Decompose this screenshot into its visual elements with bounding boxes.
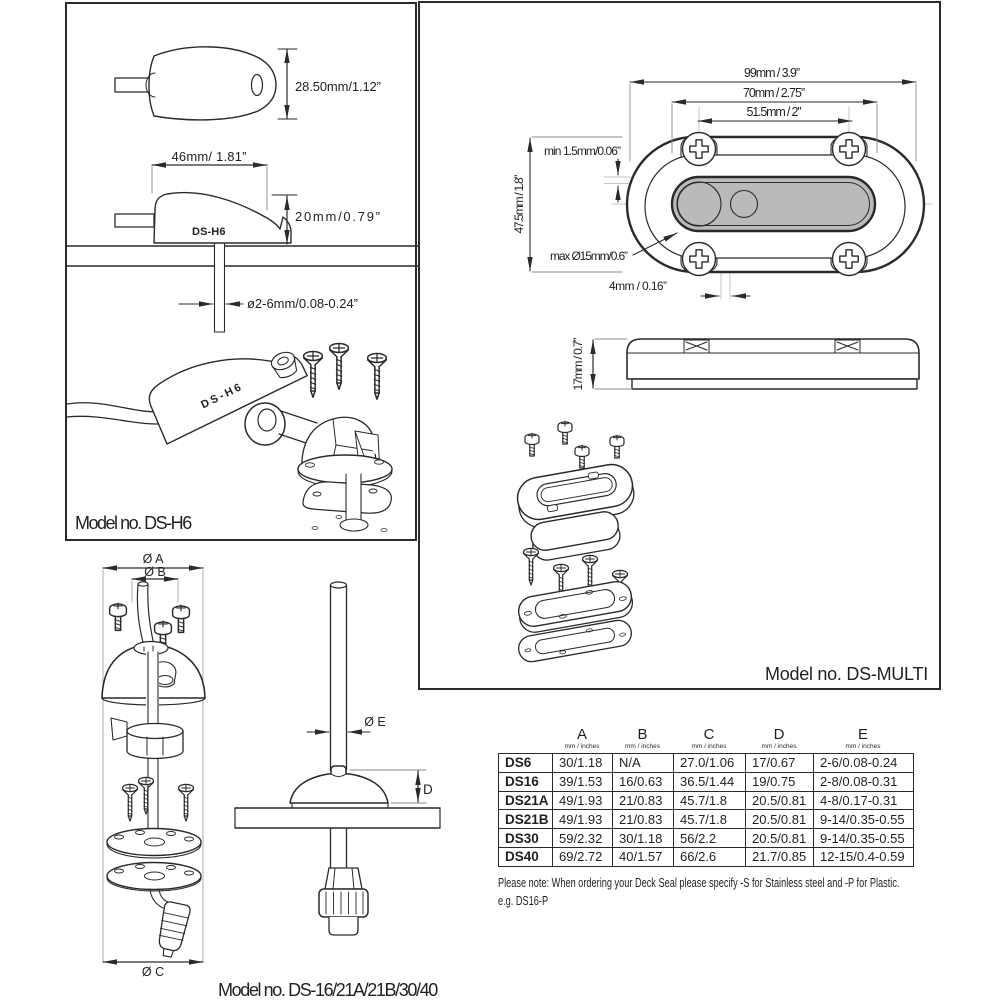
- clamp-wedge: [111, 718, 183, 759]
- cell-model: DS6: [499, 754, 553, 773]
- cell-a: 49/1.93: [553, 810, 613, 829]
- caption-ds-h6: Model no. DS-H6: [75, 513, 192, 533]
- cell-model: DS21B: [499, 810, 553, 829]
- cell-e: 9-14/0.35-0.55: [814, 810, 914, 829]
- dim-label-4mm: 4mm / 0.16”: [609, 279, 667, 293]
- column-header-a: [552, 727, 612, 753]
- cell-a: 39/1.53: [553, 772, 613, 791]
- cell-a: 69/2.72: [553, 847, 613, 866]
- col-unit-a: mm / inches: [564, 743, 600, 750]
- cell-b: 40/1.57: [613, 847, 674, 866]
- drawing-ds-h6: [67, 4, 419, 543]
- ds-multi-side-view: [571, 338, 919, 391]
- dim-28-5mm: [278, 49, 381, 119]
- cell-model: DS16: [499, 772, 553, 791]
- cell-c: 66/2.6: [674, 847, 746, 866]
- cell-c: 56/2.2: [674, 829, 746, 848]
- cell-c: 27.0/1.06: [674, 754, 746, 773]
- ds-h6-exploded-view: [67, 323, 392, 532]
- cell-b: N/A: [613, 754, 674, 773]
- ds-h6-side-view: [115, 193, 291, 243]
- cell-e: 9-14/0.35-0.55: [814, 829, 914, 848]
- screw-3: [368, 354, 387, 400]
- note-line-1: Please note: When ordering your Deck Seal please specify -S for Stainless steel and -P for Plastic.: [498, 876, 900, 890]
- cell-a: 49/1.93: [553, 791, 613, 810]
- cell-b: 30/1.18: [613, 829, 674, 848]
- cell-c: 36.5/1.44: [674, 772, 746, 791]
- caption-ds-multi: Model no. DS-MULTI: [765, 664, 928, 684]
- cell-d: 20.5/0.81: [746, 810, 814, 829]
- drawing-ds-multi: [420, 3, 943, 692]
- table-row-ds6: [499, 754, 914, 773]
- dome-exploded-view: [102, 582, 205, 959]
- ds-h6-top-view: [115, 47, 276, 120]
- panel-ds-multi: [418, 1, 941, 690]
- dim-label-d: D: [423, 782, 433, 797]
- product-label-side: DS-H6: [192, 226, 226, 238]
- flange-disc-1: [107, 829, 201, 859]
- cable-connector: [154, 901, 191, 959]
- dim-label-99mm: 99mm / 3.9”: [744, 66, 800, 80]
- cell-d: 19/0.75: [746, 772, 814, 791]
- col-unit-c: mm / inches: [691, 743, 727, 750]
- col-letter-b: B: [637, 726, 648, 743]
- column-header-d: [745, 727, 813, 753]
- col-unit-d: mm / inches: [761, 743, 797, 750]
- caption-ds-series: Model no. DS-16/21A/21B/30/40: [218, 980, 438, 1000]
- dim-label-dia-a: Ø A: [142, 552, 164, 566]
- cell-c: 45.7/1.8: [674, 810, 746, 829]
- spec-table: [498, 727, 918, 867]
- ds-multi-top-view: [627, 133, 924, 276]
- cell-e: 2-8/0.08-0.31: [814, 772, 914, 791]
- product-label-exploded: DS-H6: [199, 381, 244, 412]
- cell-a: 30/1.18: [553, 754, 613, 773]
- header-spacer: [498, 727, 552, 753]
- base-flange: [298, 455, 392, 483]
- flange-disc-2: [107, 863, 201, 892]
- table-row-ds30: [499, 829, 914, 848]
- drawing-ds-series: [85, 548, 455, 1000]
- dim-label-47-5: 47.5mm / 1.8”: [512, 174, 526, 234]
- cell-model: DS21A: [499, 791, 553, 810]
- cell-d: 21.7/0.85: [746, 847, 814, 866]
- dim-label-max15: max Ø15mm/0.6”: [550, 249, 628, 263]
- col-unit-e: mm / inches: [845, 743, 881, 750]
- cell-e: 2-6/0.08-0.24: [814, 754, 914, 773]
- cell-model: DS30: [499, 829, 553, 848]
- cell-c: 45.7/1.8: [674, 791, 746, 810]
- deck-band: [235, 808, 440, 828]
- spec-table-header: [498, 727, 918, 753]
- column-header-b: [612, 727, 673, 753]
- cell-model: DS40: [499, 847, 553, 866]
- cell-d: 17/0.67: [746, 754, 814, 773]
- table-row-ds21a: [499, 791, 914, 810]
- dim-label-46: 46mm/ 1.81”: [171, 149, 247, 164]
- column-header-e: [813, 727, 913, 753]
- cell-d: 20.5/0.81: [746, 791, 814, 810]
- dim-label-20: 20mm/0.79”: [295, 209, 380, 224]
- table-row-ds16: [499, 772, 914, 791]
- dim-dia-b: [132, 565, 178, 579]
- dim-label-cable: ø2-6mm/0.08-0.24”: [247, 296, 358, 311]
- dim-label-51-5mm: 51.5mm / 2”: [746, 105, 802, 119]
- cell-e: 4-8/0.17-0.31: [814, 791, 914, 810]
- installed-side-view: [235, 582, 440, 935]
- dim-label-17mm: 17mm / 0.7”: [571, 337, 585, 391]
- spec-grid: [498, 753, 914, 867]
- col-unit-b: mm / inches: [624, 743, 661, 750]
- col-letter-d: D: [773, 726, 785, 743]
- cell-b: 16/0.63: [613, 772, 674, 791]
- cell-b: 21/0.83: [613, 810, 674, 829]
- dim-label-min1-5: min 1.5mm/0.06”: [544, 144, 621, 158]
- col-letter-e: E: [857, 726, 868, 743]
- panel-ds-h6: [65, 2, 417, 541]
- note-line-2: e.g. DS16-P: [498, 894, 549, 909]
- cell-b: 21/0.83: [613, 791, 674, 810]
- dim-label-dia-b: Ø B: [144, 565, 166, 579]
- ordering-note: [498, 874, 936, 911]
- cell-e: 12-15/0.4-0.59: [814, 847, 914, 866]
- deck-and-cable: [67, 244, 419, 332]
- gland-nut: [319, 868, 368, 935]
- screw-2: [330, 344, 349, 390]
- cable-slot: [672, 177, 875, 231]
- table-row-ds40: [499, 847, 914, 866]
- table-row-ds21b: [499, 810, 914, 829]
- dim-label-70mm: 70mm / 2.75”: [743, 86, 805, 100]
- cell-d: 20.5/0.81: [746, 829, 814, 848]
- cell-a: 59/2.32: [553, 829, 613, 848]
- column-header-c: [673, 727, 745, 753]
- col-letter-a: A: [576, 726, 587, 743]
- dim-label-dia-c: Ø C: [141, 965, 165, 979]
- dome-side: [290, 766, 388, 803]
- dim-label-dia-e: Ø E: [364, 715, 386, 729]
- dim-label-28-5: 28.50mm/1.12”: [295, 79, 381, 94]
- dim-dia-c: [103, 962, 203, 979]
- ds-multi-exploded-view: [514, 421, 637, 664]
- col-letter-c: C: [703, 726, 715, 743]
